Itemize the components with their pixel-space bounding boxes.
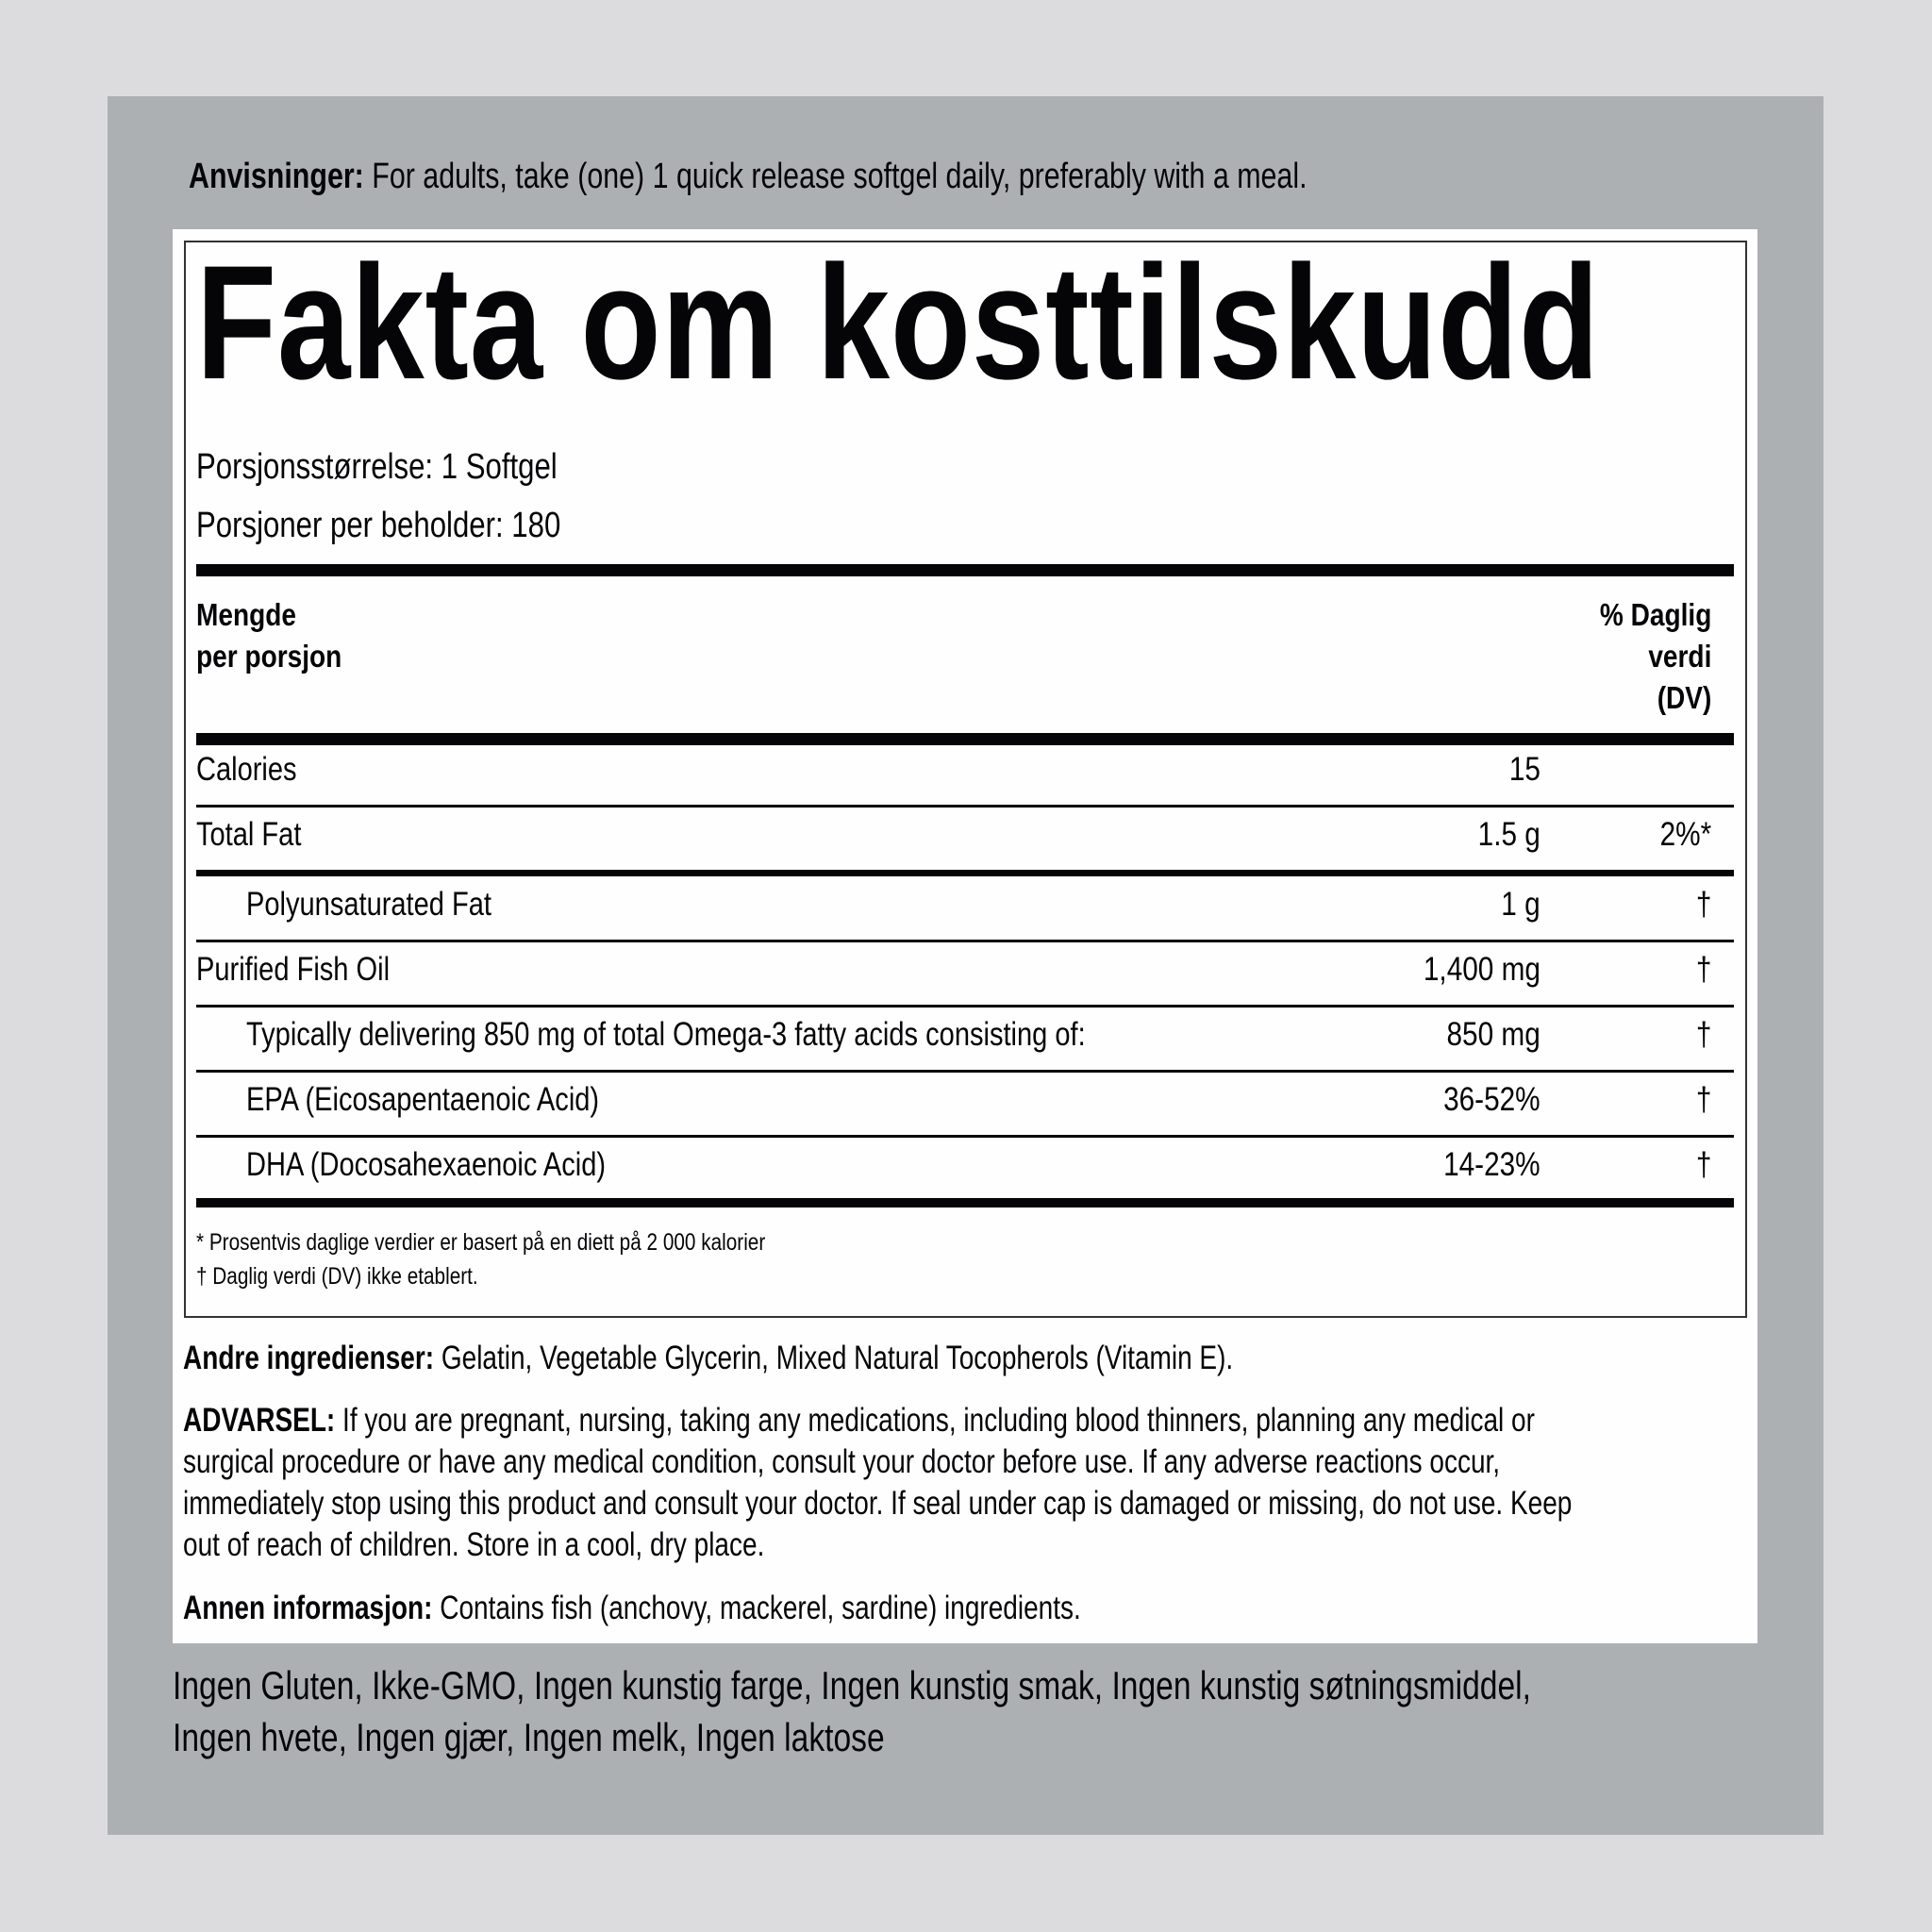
other-ingredients-label: Andre ingredienser: bbox=[183, 1340, 435, 1376]
row-label-omega-3: Typically delivering 850 mg of total Omega-3 fatty acids consisting of: bbox=[246, 1016, 1086, 1053]
other-information-text: Contains fish (anchovy, mackerel, sardine) ingredients. bbox=[432, 1590, 1081, 1626]
row-amount-purified-fish-oil: 1,400 mg bbox=[1423, 951, 1541, 988]
directions-text: For adults, take (one) 1 quick release softgel daily, preferably with a meal. bbox=[363, 157, 1307, 196]
row-amount-total-fat: 1.5 g bbox=[1477, 816, 1541, 853]
warning-line-2: surgical procedure or have any medical condition, consult your doctor before use. If any adverse reactions occur, bbox=[183, 1443, 1501, 1480]
other-ingredients bbox=[183, 1338, 1496, 1379]
row-dv-dha: † bbox=[1695, 1146, 1711, 1183]
other-information-label: Annen informasjon: bbox=[183, 1590, 433, 1626]
row-amount-epa: 36-52% bbox=[1443, 1081, 1541, 1118]
footnote-dv-not-established: † Daglig verdi (DV) ikke etablert. bbox=[196, 1263, 478, 1290]
warning-line-4: out of reach of children. Store in a cool, dry place. bbox=[183, 1526, 765, 1563]
warning-line-1: ADVARSEL: If you are pregnant, nursing, taking any medications, including blood thinners, planning any medical or bbox=[183, 1402, 1535, 1439]
row-label-total-fat: Total Fat bbox=[196, 816, 302, 853]
row-label-purified-fish-oil: Purified Fish Oil bbox=[196, 951, 391, 988]
facts-title: Fakta om kosttilskudd bbox=[196, 232, 1600, 413]
servings-per-container: Porsjoner per beholder: 180 bbox=[196, 506, 561, 545]
row-divider bbox=[196, 805, 1734, 808]
row-divider-medium bbox=[196, 870, 1734, 876]
row-divider bbox=[196, 1070, 1734, 1073]
row-label-calories: Calories bbox=[196, 751, 297, 788]
thick-divider bbox=[196, 1198, 1734, 1208]
row-label-epa: EPA (Eicosapentaenoic Acid) bbox=[246, 1081, 600, 1118]
row-label-polyunsaturated-fat: Polyunsaturated Fat bbox=[246, 886, 491, 923]
row-amount-calories: 15 bbox=[1508, 751, 1541, 788]
row-divider bbox=[196, 1005, 1734, 1008]
daily-value-header: % Daglig verdi (DV) bbox=[1599, 597, 1711, 715]
row-dv-total-fat: 2%* bbox=[1659, 816, 1711, 853]
free-from-line-2: Ingen hvete, Ingen gjær, Ingen melk, Ingen laktose bbox=[173, 1715, 885, 1759]
row-dv-epa: † bbox=[1695, 1081, 1711, 1118]
other-ingredients-text: Gelatin, Vegetable Glycerin, Mixed Natural Tocopherols (Vitamin E). bbox=[434, 1340, 1234, 1376]
serving-size: Porsjonsstørrelse: 1 Softgel bbox=[196, 447, 558, 487]
directions-label: Anvisninger: bbox=[189, 157, 364, 196]
row-amount-dha: 14-23% bbox=[1443, 1146, 1541, 1183]
footnote-daily-value-basis: * Prosentvis daglige verdier er basert på en diett på 2 000 kalorier bbox=[196, 1229, 766, 1256]
other-information bbox=[183, 1588, 1306, 1629]
amount-per-serving-header: Mengde per porsjon bbox=[196, 597, 342, 674]
row-dv-omega-3: † bbox=[1695, 1016, 1711, 1053]
thick-divider bbox=[196, 564, 1734, 576]
row-label-dha: DHA (Docosahexaenoic Acid) bbox=[246, 1146, 607, 1183]
free-from-line-1: Ingen Gluten, Ikke-GMO, Ingen kunstig farge, Ingen kunstig smak, Ingen kunstig søtningsmiddel, bbox=[173, 1663, 1531, 1707]
directions bbox=[189, 156, 1587, 197]
warning-line-3: immediately stop using this product and consult your doctor. If seal under cap is damaged or missing, do not use. Keep bbox=[183, 1485, 1573, 1522]
row-amount-omega-3: 850 mg bbox=[1446, 1016, 1541, 1053]
row-divider bbox=[196, 1135, 1734, 1138]
row-dv-polyunsaturated-fat: † bbox=[1695, 886, 1711, 923]
row-divider bbox=[196, 940, 1734, 942]
thick-divider bbox=[196, 733, 1734, 745]
row-amount-polyunsaturated-fat: 1 g bbox=[1501, 886, 1541, 923]
row-dv-purified-fish-oil: † bbox=[1695, 951, 1711, 988]
warning-label: ADVARSEL: bbox=[183, 1402, 336, 1439]
